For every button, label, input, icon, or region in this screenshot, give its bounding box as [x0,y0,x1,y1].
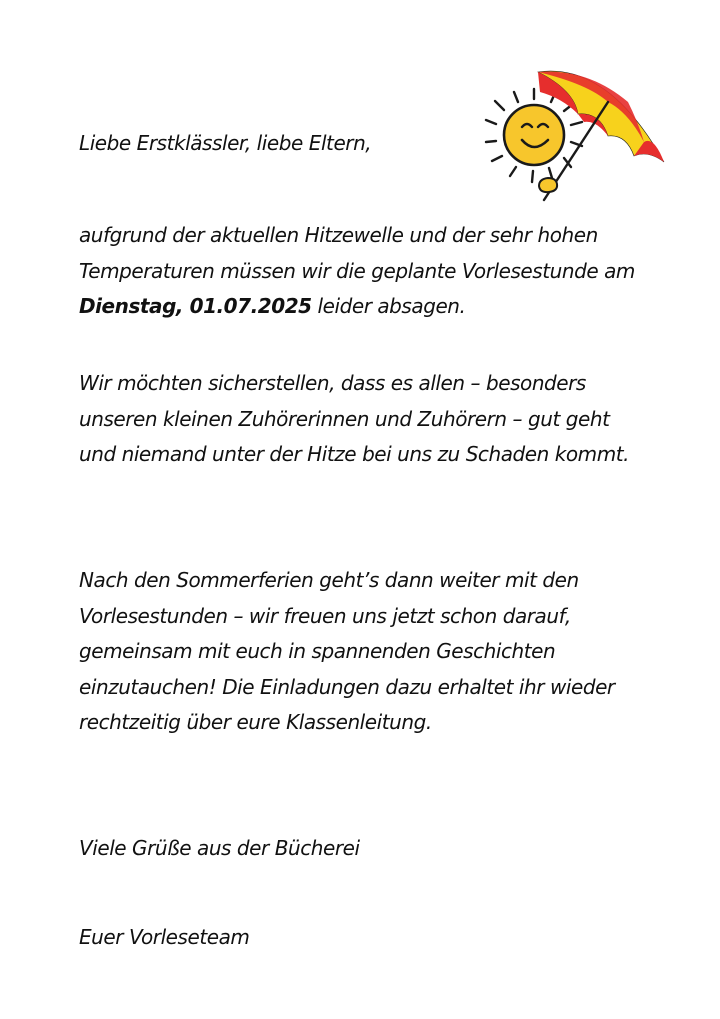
signature: Euer Vorleseteam [79,925,250,949]
paragraph-outlook: Nach den Sommerferien geht’s dann weiter mit den Vorlesestunden – wir freuen uns jetzt schon darauf, gemeinsam mit euch in spannenden Geschichten einzutauchen! Die Einladungen dazu erhaltet ihr wieder rechtzeitig über eure Klassenleitung. [79,568,615,734]
paragraph-cancellation-text-after: leider absagen. [311,294,466,318]
paragraph-cancellation-text-before: aufgrund der aktuellen Hitzewelle und der sehr hohen Temperaturen müssen wir die geplante Vorlesestunde am [79,223,635,283]
greeting: Liebe Erstklässler, liebe Eltern, [79,131,372,155]
closing-line: Viele Grüße aus der Bücherei [79,836,360,860]
paragraph-cancellation [79,218,639,325]
paragraph-safety: Wir möchten sicherstellen, dass es allen – besonders unseren kleinen Zuhörerinnen und Zuhörern – gut geht und niemand unter der Hitze bei uns zu Schaden kommt. [79,371,630,466]
event-date: Dienstag, 01.07.2025 [79,294,312,318]
smiling-sun-with-umbrella-icon [478,62,674,210]
